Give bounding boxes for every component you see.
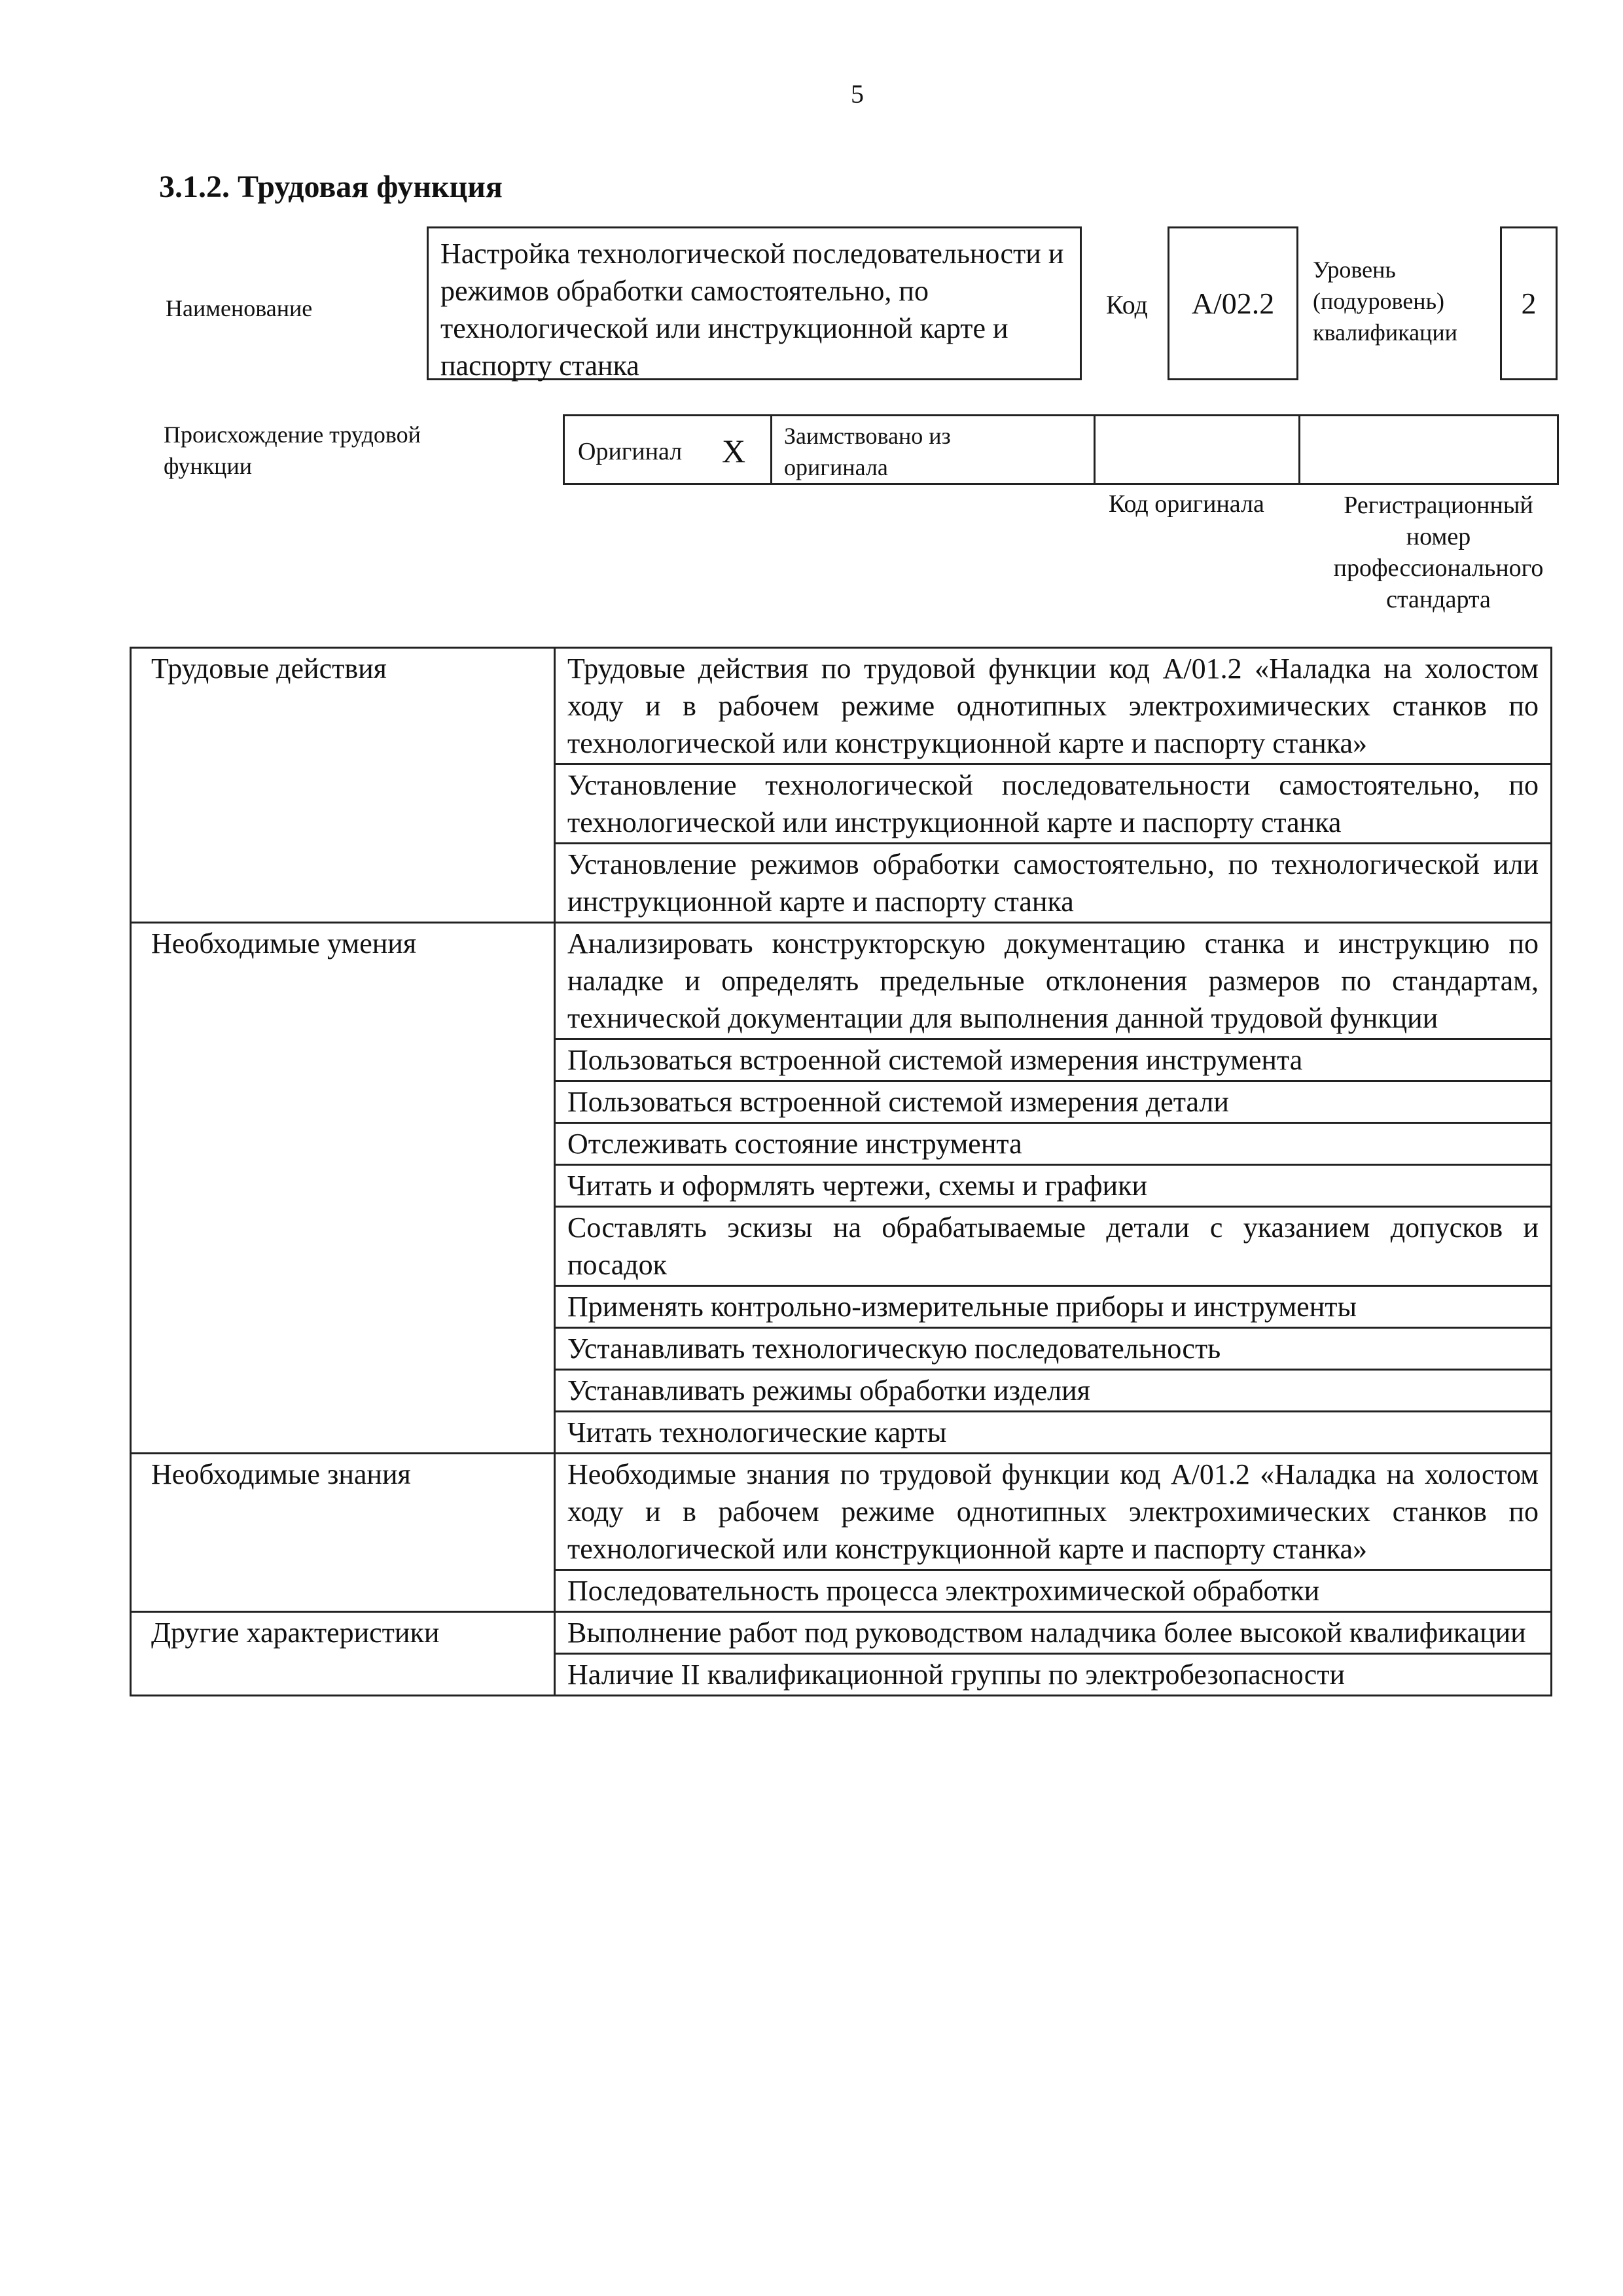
section-category: Необходимые умения [131, 923, 555, 1454]
section-item: Применять контрольно-измерительные приборы и инструменты [555, 1286, 1552, 1328]
code-label: Код [1106, 290, 1148, 319]
level-label-text: Уровень (подуровень) квалификации [1313, 257, 1457, 346]
section-item: Составлять эскизы на обрабатываемые детали с указанием допусков и посадок [555, 1207, 1552, 1286]
reg-number-label: Регистрационный номер профессионального стандарта [1333, 492, 1544, 613]
section-item: Трудовые действия по трудовой функции код А/01.2 «Наладка на холостом ходу и в рабочем режиме однотипных электрохимических станков по технологической или конструкционной карте и паспорту станка» [555, 648, 1552, 764]
code-original-label: Код оригинала [1109, 490, 1264, 518]
section-item: Читать и оформлять чертежи, схемы и графики [555, 1165, 1552, 1207]
origin-label-text: Происхождение трудовой функции [164, 422, 421, 479]
code-box [1168, 226, 1298, 380]
section-item: Необходимые знания по трудовой функции код А/01.2 «Наладка на холостом ходу и в рабочем режиме однотипных электрохимических станков по технологической или конструкционной карте и паспорту станка» [555, 1454, 1552, 1570]
section-item: Установление режимов обработки самостоятельно, по технологической или инструкционной карте и паспорту станка [555, 844, 1552, 923]
section-item: Пользоваться встроенной системой измерения детали [555, 1081, 1552, 1123]
original-mark: X [722, 433, 746, 469]
name-label: Наименование [166, 295, 313, 321]
section-category: Трудовые действия [131, 648, 555, 923]
section-item: Устанавливать технологическую последовательность [555, 1328, 1552, 1370]
original-label: Оригинал [578, 438, 683, 465]
level-label [1313, 254, 1483, 348]
section-item: Последовательность процесса электрохимической обработки [555, 1570, 1552, 1612]
original-cell [565, 416, 772, 483]
code-value: А/02.2 [1191, 287, 1275, 320]
section-category: Другие характеристики [131, 1612, 555, 1696]
section-item: Читать технологические карты [555, 1412, 1552, 1454]
section-item: Отслеживать состояние инструмента [555, 1123, 1552, 1165]
section-item: Наличие II квалификационной группы по электробезопасности [555, 1654, 1552, 1696]
table-row [131, 1612, 1552, 1654]
function-details-table [130, 647, 1552, 1696]
origin-row [563, 414, 1559, 485]
section-category: Необходимые знания [131, 1454, 555, 1612]
borrowed-label: Заимствовано из оригинала [784, 423, 951, 480]
section-item: Установление технологической последовательности самостоятельно, по технологической или инструкционной карте и паспорту станка [555, 764, 1552, 844]
table-row [131, 648, 1552, 764]
function-name-box [427, 226, 1082, 380]
table-row [131, 1454, 1552, 1570]
code-original-cell [1096, 416, 1300, 483]
page-number: 5 [851, 79, 864, 109]
function-name-value: Настройка технологической последовательности и режимов обработки самостоятельно, по технологической или инструкционной карте и паспорту станка [440, 238, 1064, 382]
section-item: Анализировать конструкторскую документацию станка и инструкцию по наладке и определять предельные отклонения размеров по стандартам, технической документации для выполнения данной трудовой функции [555, 923, 1552, 1039]
level-box [1500, 226, 1558, 380]
section-title: 3.1.2. Трудовая функция [159, 170, 503, 204]
origin-label [164, 419, 504, 482]
section-item: Устанавливать режимы обработки изделия [555, 1370, 1552, 1412]
level-value: 2 [1521, 287, 1537, 320]
table-row [131, 923, 1552, 1039]
borrowed-cell [772, 416, 1096, 483]
section-item: Выполнение работ под руководством наладчика более высокой квалификации [555, 1612, 1552, 1654]
section-item: Пользоваться встроенной системой измерения инструмента [555, 1039, 1552, 1081]
